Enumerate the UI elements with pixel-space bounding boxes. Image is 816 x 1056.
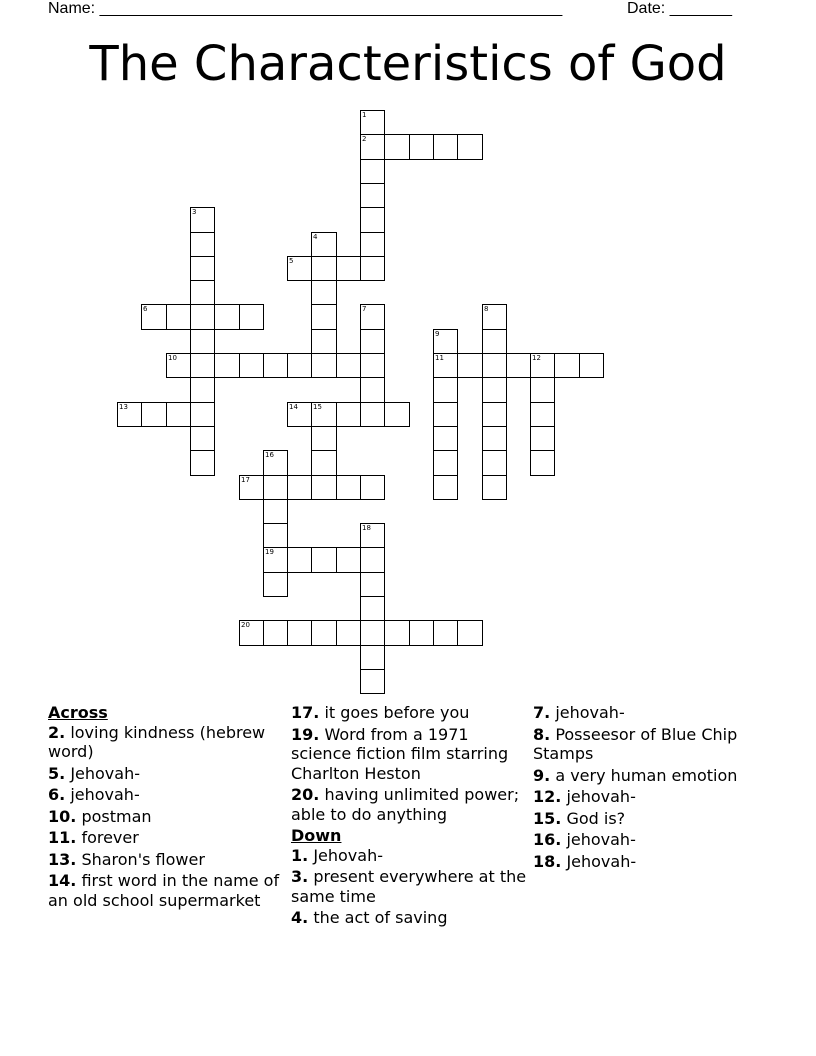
grid-cell[interactable] bbox=[239, 475, 264, 500]
clue-text: Jehovah- bbox=[70, 763, 140, 783]
grid-cell[interactable] bbox=[360, 256, 385, 281]
clue-text: forever bbox=[81, 828, 139, 847]
clue-column-3 bbox=[533, 703, 769, 873]
puzzle-title: The Characteristics of God bbox=[89, 36, 727, 92]
clue-number-label: 13. bbox=[48, 849, 77, 869]
clue-number-label: 7. bbox=[533, 703, 551, 722]
clue-number: 19 bbox=[265, 548, 274, 556]
grid-cell[interactable] bbox=[190, 353, 215, 378]
grid-cell[interactable] bbox=[190, 232, 215, 257]
clue-item-down bbox=[533, 766, 769, 786]
clue-number-label: 16. bbox=[533, 830, 562, 849]
clue-number-label: 11. bbox=[48, 828, 77, 847]
grid-cell[interactable] bbox=[433, 450, 458, 476]
grid-cell[interactable] bbox=[239, 353, 264, 378]
clue-item-down bbox=[533, 852, 769, 872]
clue-text: present everywhere at the same time bbox=[291, 867, 527, 906]
grid-cell[interactable] bbox=[579, 353, 604, 378]
clue-number: 20 bbox=[241, 621, 250, 629]
clue-number: 2 bbox=[362, 135, 367, 143]
clue-text: having unlimited power; able to do anything bbox=[291, 785, 520, 824]
clue-item-down bbox=[533, 725, 769, 764]
date-field[interactable]: Date: _______ bbox=[627, 0, 732, 17]
grid-cell[interactable] bbox=[409, 134, 434, 160]
clue-number: 14 bbox=[289, 403, 298, 411]
grid-cell[interactable] bbox=[287, 256, 312, 281]
grid-cell[interactable] bbox=[360, 596, 385, 621]
grid-cell[interactable] bbox=[190, 426, 215, 451]
grid-cell[interactable] bbox=[433, 426, 458, 451]
grid-cell[interactable] bbox=[287, 547, 312, 573]
grid-cell[interactable] bbox=[360, 523, 385, 548]
clue-number: 3 bbox=[192, 208, 197, 216]
grid-cell[interactable] bbox=[482, 353, 507, 378]
clue-number: 17 bbox=[241, 476, 250, 484]
grid-cell[interactable] bbox=[482, 304, 507, 330]
grid-cell[interactable] bbox=[263, 523, 288, 548]
clue-number: 13 bbox=[119, 403, 128, 411]
grid-cell[interactable] bbox=[311, 450, 337, 476]
clue-item-down bbox=[291, 846, 527, 866]
grid-cell[interactable] bbox=[166, 402, 191, 427]
clue-item-across bbox=[48, 764, 284, 784]
grid-cell[interactable] bbox=[482, 426, 507, 451]
clue-number: 8 bbox=[484, 305, 489, 313]
grid-cell[interactable] bbox=[311, 232, 337, 257]
clue-item-across bbox=[291, 703, 527, 723]
grid-cell[interactable] bbox=[141, 402, 167, 427]
grid-cell[interactable] bbox=[287, 402, 312, 427]
grid-cell[interactable] bbox=[311, 329, 337, 354]
grid-cell[interactable] bbox=[190, 304, 215, 330]
across-heading: Across bbox=[48, 703, 108, 722]
grid-cell[interactable] bbox=[433, 377, 458, 403]
clue-number-label: 10. bbox=[48, 806, 77, 826]
grid-cell[interactable] bbox=[530, 377, 555, 403]
grid-cell[interactable] bbox=[166, 353, 191, 378]
clue-number: 11 bbox=[435, 354, 444, 362]
grid-cell[interactable] bbox=[141, 304, 167, 330]
grid-cell[interactable] bbox=[409, 620, 434, 646]
clue-item-down bbox=[533, 703, 769, 723]
clue-number-label: 2. bbox=[48, 722, 66, 742]
grid-cell[interactable] bbox=[482, 402, 507, 427]
grid-cell[interactable] bbox=[457, 620, 483, 646]
grid-cell[interactable] bbox=[482, 329, 507, 354]
grid-cell[interactable] bbox=[311, 426, 337, 451]
clue-text: God is? bbox=[566, 808, 626, 828]
clue-item-down bbox=[291, 867, 527, 906]
clue-number-label: 19. bbox=[291, 724, 320, 744]
grid-cell[interactable] bbox=[360, 645, 385, 670]
grid-cell[interactable] bbox=[190, 256, 215, 281]
clue-number-label: 9. bbox=[533, 765, 551, 785]
clue-column-1 bbox=[48, 703, 284, 912]
clue-number: 16 bbox=[265, 451, 274, 459]
grid-cell[interactable] bbox=[530, 353, 555, 378]
grid-cell[interactable] bbox=[311, 620, 337, 646]
clue-item-across bbox=[48, 723, 284, 762]
clue-number: 1 bbox=[362, 111, 367, 119]
grid-cell[interactable] bbox=[360, 159, 385, 184]
grid-cell[interactable] bbox=[433, 475, 458, 500]
grid-cell[interactable] bbox=[311, 475, 337, 500]
grid-cell[interactable] bbox=[554, 353, 580, 378]
grid-cell[interactable] bbox=[457, 353, 483, 378]
clue-text: Sharon's flower bbox=[81, 849, 205, 869]
clue-number-label: 15. bbox=[533, 808, 562, 828]
clue-text: it goes before you bbox=[324, 703, 470, 722]
grid-cell[interactable] bbox=[190, 450, 215, 476]
grid-cell[interactable] bbox=[360, 232, 385, 257]
grid-cell[interactable] bbox=[263, 547, 288, 573]
grid-cell[interactable] bbox=[214, 304, 240, 330]
grid-cell[interactable] bbox=[384, 134, 410, 160]
grid-cell[interactable] bbox=[311, 547, 337, 573]
clue-text: Jehovah- bbox=[566, 851, 637, 871]
grid-cell[interactable] bbox=[263, 572, 288, 597]
grid-cell[interactable] bbox=[530, 402, 555, 427]
grid-cell[interactable] bbox=[360, 329, 385, 354]
grid-cell[interactable] bbox=[263, 353, 288, 378]
clue-number: 12 bbox=[532, 354, 541, 362]
grid-cell[interactable] bbox=[384, 620, 410, 646]
clue-item-across bbox=[291, 725, 527, 784]
grid-cell[interactable] bbox=[263, 499, 288, 524]
grid-cell[interactable] bbox=[311, 280, 337, 305]
clue-number: 5 bbox=[289, 257, 294, 265]
grid-cell[interactable] bbox=[336, 353, 361, 378]
grid-cell[interactable] bbox=[384, 402, 410, 427]
clue-text: jehovah- bbox=[555, 703, 625, 722]
clue-number-label: 18. bbox=[533, 851, 562, 871]
grid-cell[interactable] bbox=[311, 402, 337, 427]
grid-cell[interactable] bbox=[530, 450, 555, 476]
grid-cell[interactable] bbox=[214, 353, 240, 378]
grid-cell[interactable] bbox=[360, 207, 385, 233]
clue-number-label: 8. bbox=[533, 724, 551, 744]
grid-cell[interactable] bbox=[311, 304, 337, 330]
clue-text: jehovah- bbox=[566, 787, 636, 806]
clue-item-down bbox=[291, 908, 527, 928]
clue-number-label: 6. bbox=[48, 785, 66, 804]
grid-cell[interactable] bbox=[360, 183, 385, 208]
clue-text: loving kindness (hebrew word) bbox=[48, 722, 266, 761]
clue-number-label: 14. bbox=[48, 871, 77, 890]
clue-item-down bbox=[533, 830, 769, 850]
grid-cell[interactable] bbox=[336, 475, 361, 500]
clue-number: 6 bbox=[143, 305, 148, 313]
grid-cell[interactable] bbox=[287, 620, 312, 646]
grid-cell[interactable] bbox=[311, 256, 337, 281]
clue-text: jehovah- bbox=[70, 785, 140, 804]
grid-cell[interactable] bbox=[117, 402, 142, 427]
clue-item-down bbox=[533, 787, 769, 807]
name-field[interactable]: Name: ____________________________________________________ bbox=[48, 0, 563, 17]
grid-cell[interactable] bbox=[360, 353, 385, 378]
grid-cell[interactable] bbox=[336, 547, 361, 573]
clue-item-across bbox=[291, 785, 527, 824]
clue-item-across bbox=[48, 785, 284, 805]
grid-cell[interactable] bbox=[263, 475, 288, 500]
clue-text: a very human emotion bbox=[555, 765, 738, 785]
clue-text: first word in the name of an old school supermarket bbox=[48, 871, 280, 910]
grid-cell[interactable] bbox=[530, 426, 555, 451]
grid-cell[interactable] bbox=[239, 620, 264, 646]
clue-text: Posseesor of Blue Chip Stamps bbox=[533, 724, 738, 763]
clue-number: 4 bbox=[313, 233, 318, 241]
grid-cell[interactable] bbox=[360, 547, 385, 573]
grid-cell[interactable] bbox=[433, 620, 458, 646]
clue-number-label: 3. bbox=[291, 867, 309, 886]
grid-cell[interactable] bbox=[239, 304, 264, 330]
clue-number-label: 5. bbox=[48, 763, 66, 783]
clue-number-label: 4. bbox=[291, 908, 309, 927]
grid-cell[interactable] bbox=[190, 329, 215, 354]
grid-cell[interactable] bbox=[360, 572, 385, 597]
clue-text: postman bbox=[81, 806, 152, 826]
grid-cell[interactable] bbox=[336, 256, 361, 281]
clue-item-across bbox=[48, 871, 284, 910]
clue-text: jehovah- bbox=[566, 830, 636, 849]
grid-cell[interactable] bbox=[336, 620, 361, 646]
grid-cell[interactable] bbox=[190, 377, 215, 403]
grid-cell[interactable] bbox=[287, 475, 312, 500]
clue-number-label: 12. bbox=[533, 787, 562, 806]
grid-cell[interactable] bbox=[433, 353, 458, 378]
grid-cell[interactable] bbox=[433, 134, 458, 160]
clue-text: the act of saving bbox=[313, 908, 448, 927]
grid-cell[interactable] bbox=[360, 669, 385, 694]
grid-cell[interactable] bbox=[457, 134, 483, 160]
grid-cell[interactable] bbox=[311, 353, 337, 378]
grid-cell[interactable] bbox=[263, 450, 288, 476]
grid-cell[interactable] bbox=[336, 402, 361, 427]
grid-cell[interactable] bbox=[360, 402, 385, 427]
grid-cell[interactable] bbox=[360, 620, 385, 646]
clue-number: 7 bbox=[362, 305, 367, 313]
clue-item-across bbox=[48, 807, 284, 827]
grid-cell[interactable] bbox=[506, 353, 531, 378]
clue-item-across bbox=[48, 850, 284, 870]
grid-cell[interactable] bbox=[263, 620, 288, 646]
grid-cell[interactable] bbox=[360, 304, 385, 330]
clue-number: 15 bbox=[313, 403, 322, 411]
clue-number: 10 bbox=[168, 354, 177, 362]
grid-cell[interactable] bbox=[482, 475, 507, 500]
grid-cell[interactable] bbox=[287, 353, 312, 378]
clue-item-across bbox=[48, 828, 284, 848]
grid-cell[interactable] bbox=[360, 110, 385, 135]
grid-cell[interactable] bbox=[190, 402, 215, 427]
clue-column-2 bbox=[291, 703, 527, 930]
down-heading: Down bbox=[291, 826, 342, 845]
grid-cell[interactable] bbox=[433, 402, 458, 427]
clue-number-label: 17. bbox=[291, 703, 320, 722]
clue-number: 18 bbox=[362, 524, 371, 532]
grid-cell[interactable] bbox=[190, 207, 215, 233]
grid-cell[interactable] bbox=[433, 329, 458, 354]
clue-text: Word from a 1971 science fiction film starring Charlton Heston bbox=[291, 724, 509, 783]
clue-item-down bbox=[533, 809, 769, 829]
grid-cell[interactable] bbox=[360, 475, 385, 500]
grid-cell[interactable] bbox=[190, 280, 215, 305]
clue-number-label: 20. bbox=[291, 785, 320, 804]
grid-cell[interactable] bbox=[482, 450, 507, 476]
grid-cell[interactable] bbox=[166, 304, 191, 330]
grid-cell[interactable] bbox=[482, 377, 507, 403]
clue-text: Jehovah- bbox=[313, 845, 383, 865]
grid-cell[interactable] bbox=[360, 377, 385, 403]
clue-number: 9 bbox=[435, 330, 440, 338]
grid-cell[interactable] bbox=[360, 134, 385, 160]
clue-number-label: 1. bbox=[291, 845, 309, 865]
